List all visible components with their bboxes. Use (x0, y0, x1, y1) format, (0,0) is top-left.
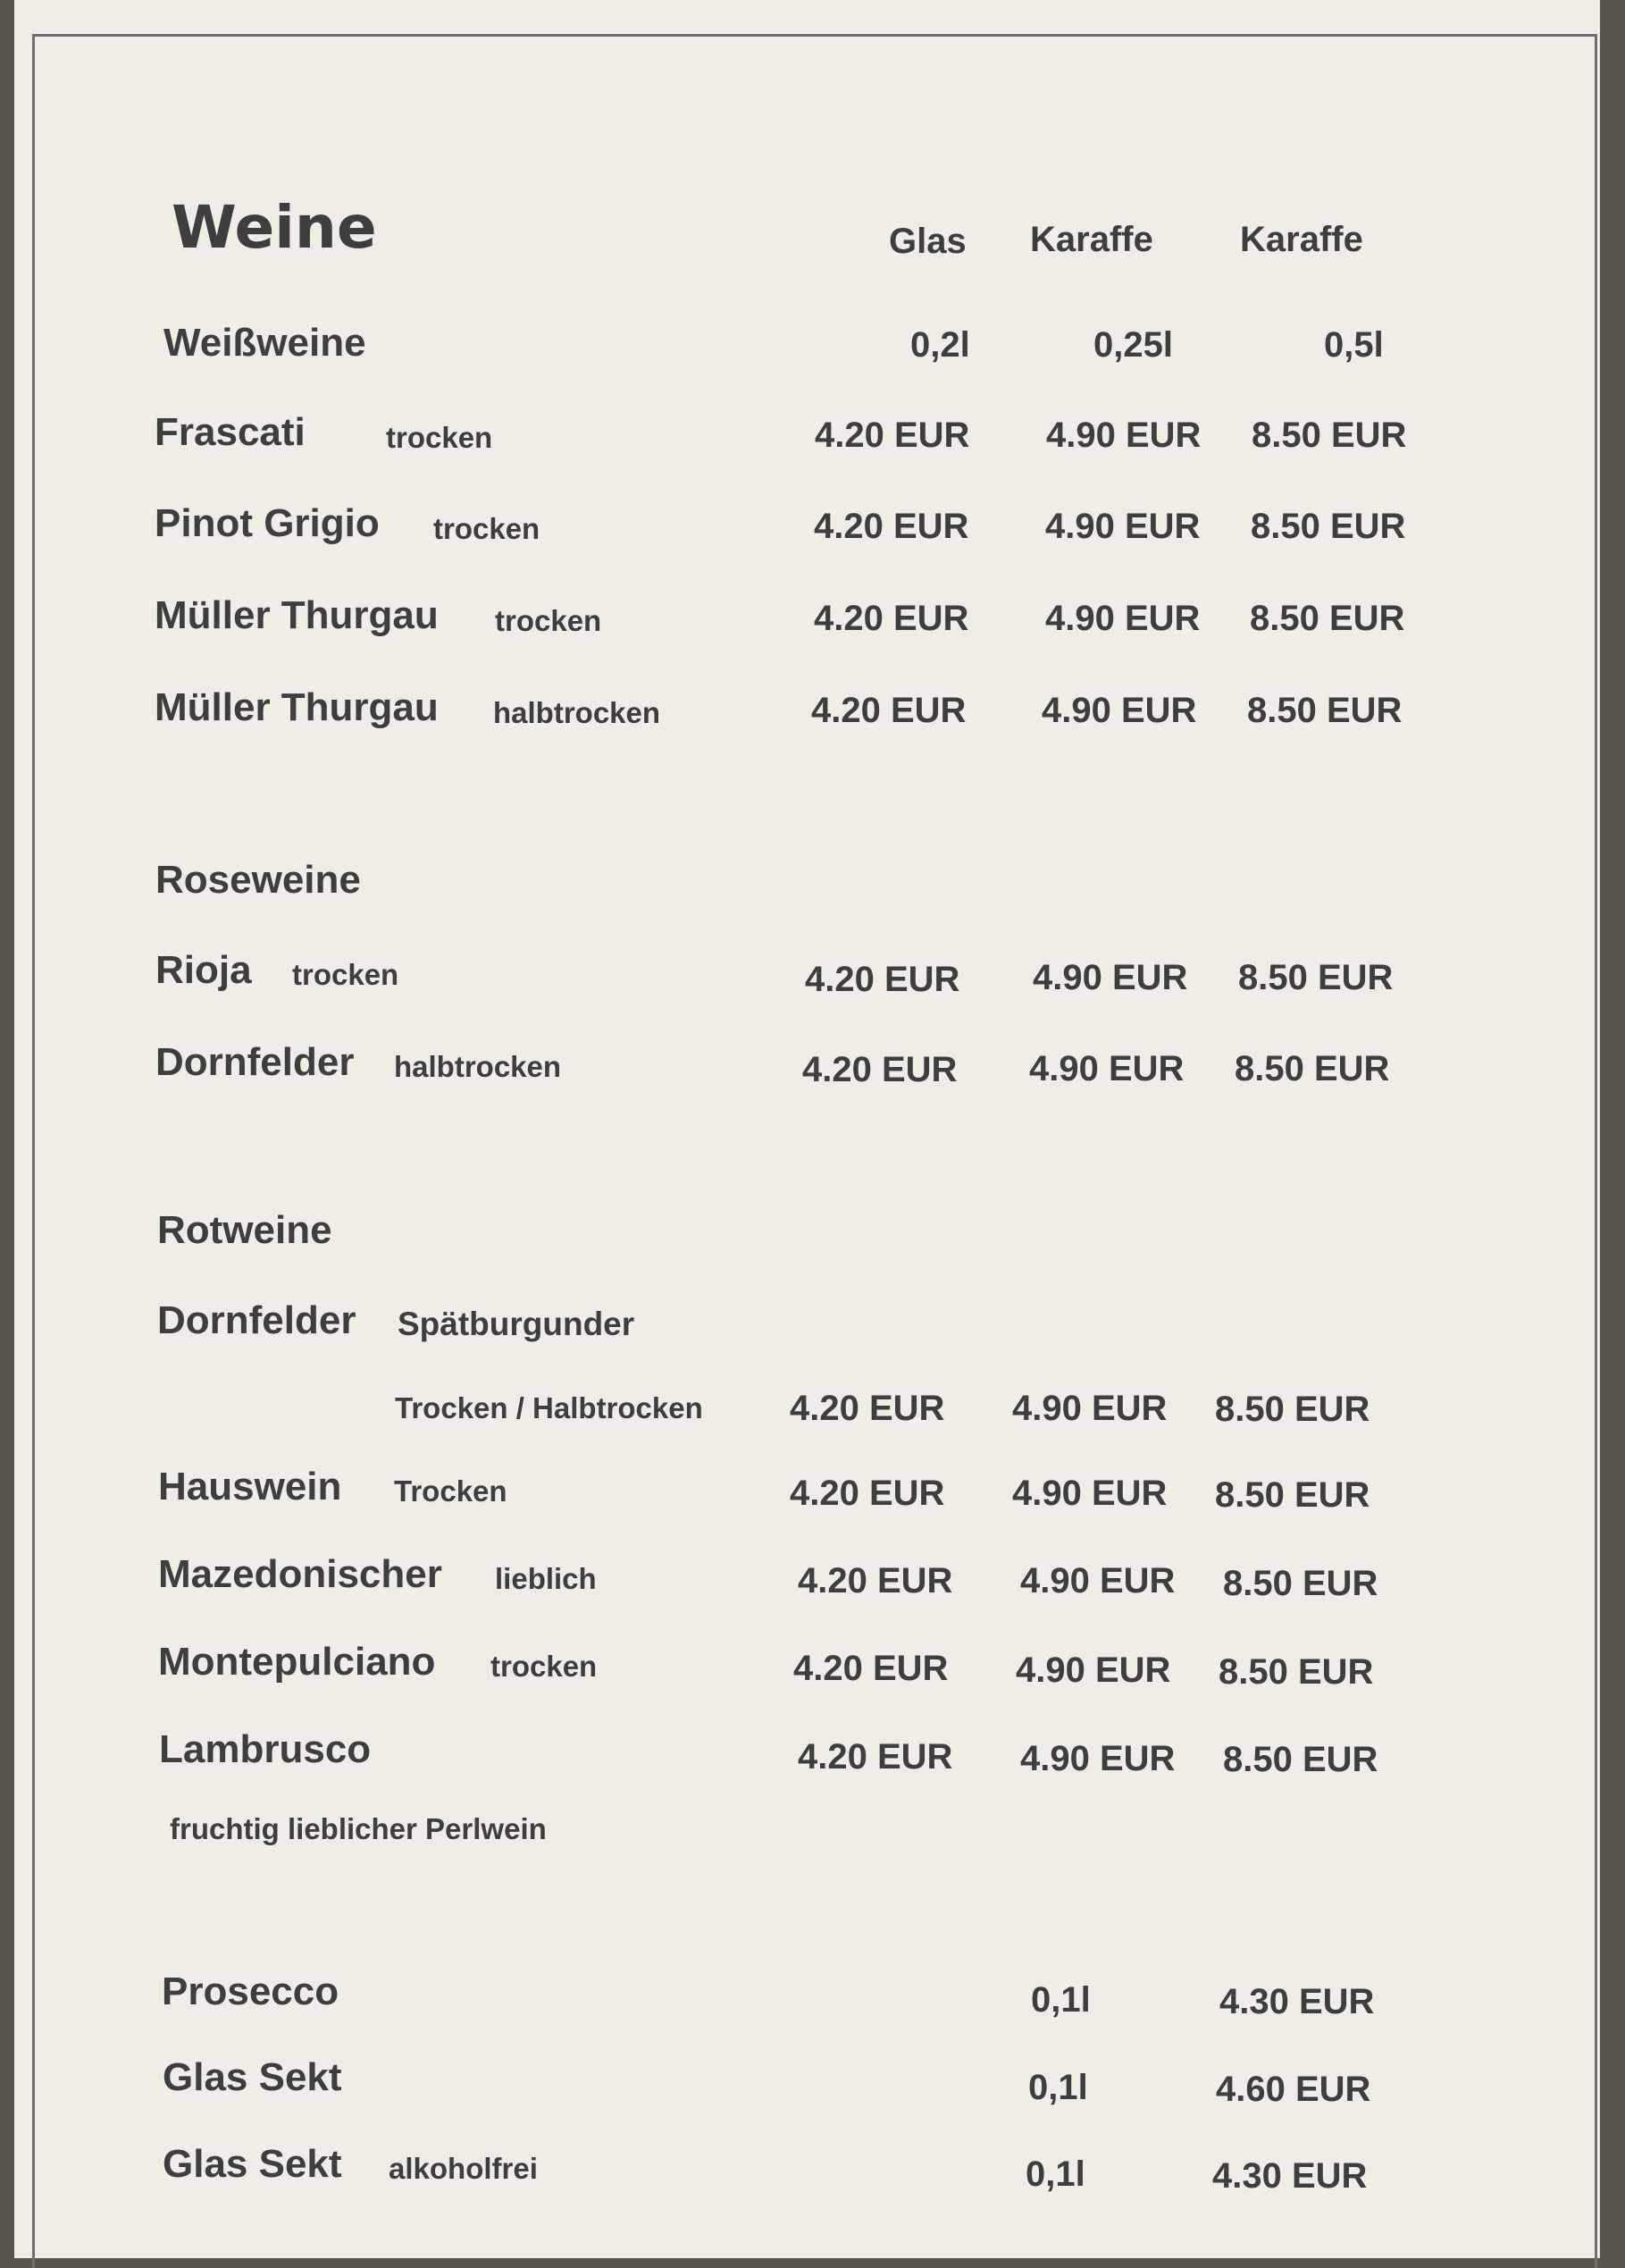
price-glas: 4.20 EUR (814, 507, 969, 546)
wine-desc: trocken (495, 604, 602, 637)
wine-desc: Spätburgunder (398, 1306, 635, 1342)
wine-desc: halbtrocken (394, 1050, 562, 1083)
wine-name: Frascati (155, 410, 306, 454)
wine-name: Dornfelder (157, 1298, 356, 1342)
price-karaffe-large: 8.50 EUR (1223, 1740, 1378, 1779)
price-glas: 4.20 EUR (790, 1474, 945, 1513)
wine-name: Pinot Grigio (155, 501, 380, 545)
price-karaffe-large: 8.50 EUR (1235, 1049, 1390, 1088)
price-karaffe-large: 8.50 EUR (1238, 958, 1394, 997)
column-glas: Glas (889, 222, 967, 261)
wine-name: Glas Sekt (163, 2142, 342, 2186)
size-glas: 0,2l (910, 325, 970, 365)
wine-desc: alkoholfrei (389, 2152, 538, 2185)
wine-name: Müller Thurgau (155, 593, 439, 637)
price-karaffe-small: 4.90 EUR (1016, 1651, 1171, 1690)
price-glas: 4.20 EUR (798, 1737, 953, 1777)
wine-name: Montepulciano (158, 1640, 436, 1684)
price: 4.60 EUR (1216, 2070, 1371, 2109)
wine-desc: trocken (386, 421, 493, 454)
size-label: 0,1l (1031, 1980, 1091, 2020)
size-karaffe-small: 0,25l (1093, 325, 1173, 365)
price-karaffe-small: 4.90 EUR (1012, 1389, 1168, 1428)
wine-desc: fruchtig lieblicher Perlwein (170, 1812, 547, 1845)
price: 4.30 EUR (1212, 2156, 1368, 2196)
price-karaffe-large: 8.50 EUR (1250, 599, 1405, 638)
price-karaffe-small: 4.90 EUR (1045, 507, 1201, 546)
price-karaffe-large: 8.50 EUR (1219, 1652, 1374, 1692)
price-glas: 4.20 EUR (815, 416, 970, 455)
column-karaffe-small: Karaffe (1030, 220, 1153, 259)
size-label: 0,1l (1028, 2068, 1088, 2107)
price-karaffe-small: 4.90 EUR (1012, 1474, 1168, 1513)
section-heading-red: Rotweine (157, 1208, 332, 1252)
wine-name: Dornfelder (155, 1040, 355, 1084)
price-karaffe-large: 8.50 EUR (1215, 1390, 1370, 1429)
wine-name: Müller Thurgau (155, 685, 439, 729)
wine-name: Glas Sekt (163, 2055, 342, 2099)
section-heading-rose: Roseweine (155, 858, 361, 902)
price-karaffe-large: 8.50 EUR (1251, 507, 1406, 546)
price-karaffe-large: 8.50 EUR (1247, 691, 1403, 730)
price-glas: 4.20 EUR (798, 1561, 953, 1600)
page-border (32, 34, 1597, 2268)
page-title: Weine (172, 193, 377, 262)
price-karaffe-small: 4.90 EUR (1045, 599, 1201, 638)
column-karaffe-large: Karaffe (1240, 220, 1363, 259)
price-karaffe-small: 4.90 EUR (1029, 1049, 1185, 1088)
size-label: 0,1l (1026, 2155, 1085, 2194)
menu-page (14, 0, 1600, 2258)
price: 4.30 EUR (1219, 1982, 1375, 2021)
wine-desc: Trocken (394, 1474, 507, 1508)
price-karaffe-small: 4.90 EUR (1020, 1739, 1176, 1778)
price-glas: 4.20 EUR (811, 691, 967, 730)
wine-desc: trocken (433, 512, 540, 545)
price-karaffe-large: 8.50 EUR (1223, 1564, 1378, 1603)
price-glas: 4.20 EUR (790, 1389, 945, 1428)
wine-name: Lambrusco (159, 1727, 372, 1771)
price-karaffe-small: 4.90 EUR (1020, 1561, 1176, 1600)
price-karaffe-small: 4.90 EUR (1033, 958, 1188, 997)
wine-subdesc: Trocken / Halbtrocken (395, 1391, 703, 1424)
wine-name: Prosecco (162, 1970, 339, 2013)
wine-name: Mazedonischer (158, 1552, 442, 1596)
price-karaffe-small: 4.90 EUR (1046, 416, 1202, 455)
wine-name: Hauswein (158, 1465, 342, 1508)
price-karaffe-large: 8.50 EUR (1252, 416, 1407, 455)
wine-desc: trocken (490, 1650, 598, 1683)
price-glas: 4.20 EUR (805, 960, 960, 999)
price-karaffe-large: 8.50 EUR (1215, 1475, 1370, 1515)
price-karaffe-small: 4.90 EUR (1042, 691, 1197, 730)
price-glas: 4.20 EUR (802, 1050, 958, 1089)
wine-desc: halbtrocken (493, 696, 661, 729)
price-glas: 4.20 EUR (793, 1649, 949, 1688)
wine-desc: lieblich (495, 1562, 597, 1595)
price-glas: 4.20 EUR (814, 599, 969, 638)
wine-name: Rioja (155, 948, 252, 992)
size-karaffe-large: 0,5l (1324, 325, 1384, 365)
section-heading-white: Weißweine (163, 321, 366, 365)
wine-desc: trocken (292, 958, 399, 991)
